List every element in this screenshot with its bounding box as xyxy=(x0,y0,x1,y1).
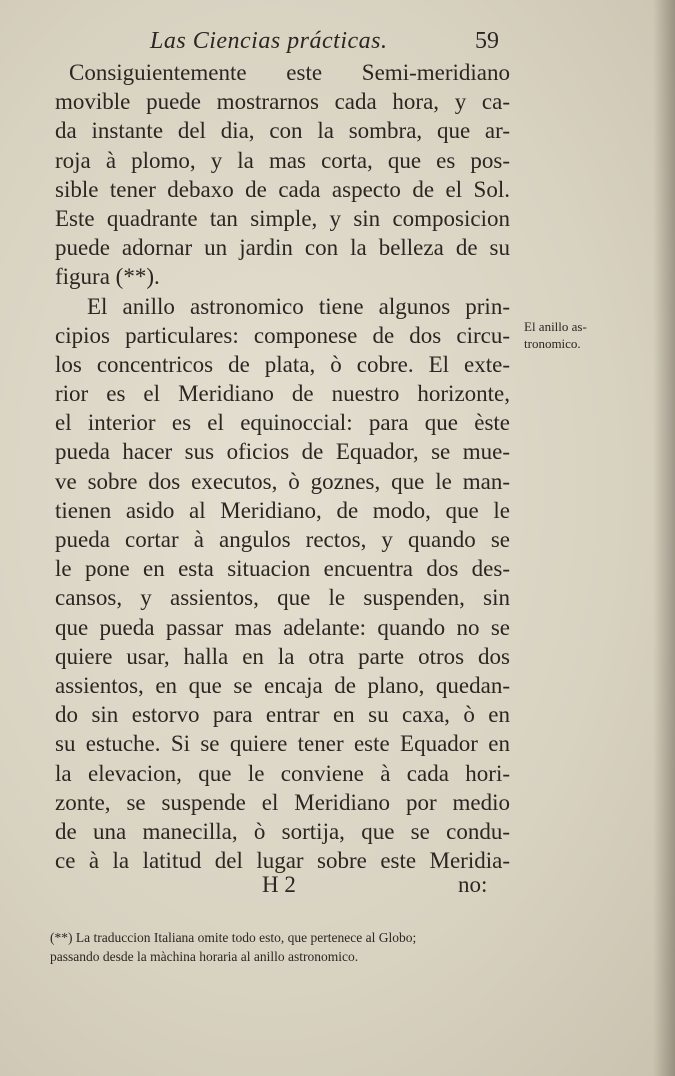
text-line: sible tener debaxo de cada aspecto de el Sol. xyxy=(55,176,510,202)
text-line: assientos, en que se encaja de plano, quedan- xyxy=(55,672,510,698)
marginal-note xyxy=(524,318,620,352)
text-line: quiere usar, halla en la otra parte otros dos xyxy=(55,643,510,669)
running-title: Las Ciencias prácticas. xyxy=(150,28,388,54)
text-line: que pueda passar mas adelante: quando no se xyxy=(55,614,510,640)
page-number: 59 xyxy=(475,28,499,54)
page-edge-shadow xyxy=(653,0,675,1076)
footnote-line: passando desde la màchina horaria al anillo astronomico. xyxy=(50,949,359,964)
text-line: le pone en esta situacion encuentra dos des- xyxy=(55,556,510,582)
text-line: su estuche. Si se quiere tener este Equador en xyxy=(55,731,510,757)
text-line: puede adornar un jardin con la belleza de su xyxy=(55,235,510,261)
signature-mark: H 2 xyxy=(262,872,296,897)
text-line: roja à plomo, y la mas corta, que es pos- xyxy=(55,147,510,173)
text-line: Consiguientemente este Semi-meridiano xyxy=(69,60,510,85)
text-line: los concentricos de plata, ò cobre. El exte- xyxy=(55,351,510,377)
text-line: pueda hacer sus oficios de Equador, se mue- xyxy=(55,439,510,465)
text-line: Este quadrante tan simple, y sin composicion xyxy=(55,205,510,231)
text-line: figura (**). xyxy=(55,264,160,290)
text-line: el interior es el equinoccial: para que èste xyxy=(55,410,510,436)
text-line: cipios particulares: componese de dos circu- xyxy=(55,322,510,348)
text-line: la elevacion, que le conviene à cada hori- xyxy=(55,760,510,786)
footnote xyxy=(50,928,510,966)
text-line: do sin estorvo para entrar en su caxa, ò en xyxy=(55,702,510,728)
text-line: tienen asido al Meridiano, de modo, que le xyxy=(55,497,510,523)
text-line: zonte, se suspende el Meridiano por medio xyxy=(55,789,510,815)
marginal-note-line: tronomico. xyxy=(524,336,581,351)
text-line: ve sobre dos executos, ò goznes, que le man- xyxy=(55,468,510,494)
text-line: da instante del dia, con la sombra, que ar- xyxy=(55,118,510,144)
text-line: El anillo astronomico tiene algunos prin- xyxy=(87,293,510,319)
text-line: pueda cortar à angulos rectos, y quando se xyxy=(55,527,510,552)
marginal-note-line: El anillo as- xyxy=(524,319,587,334)
catchword: no: xyxy=(458,872,488,897)
text-line: de una manecilla, ò sortija, que se condu- xyxy=(55,818,510,844)
text-line: cansos, y assientos, que le suspenden, sin xyxy=(55,585,510,611)
footnote-line: (**) La traduccion Italiana omite todo esto, que pertenece al Globo; xyxy=(50,930,417,945)
text-line: rior es el Meridiano de nuestro horizonte, xyxy=(55,381,510,407)
main-text-block xyxy=(55,58,510,875)
text-line: movible puede mostrarnos cada hora, y ca- xyxy=(55,89,510,115)
text-line: ce à la latitud del lugar sobre este Meridia- xyxy=(55,848,510,874)
